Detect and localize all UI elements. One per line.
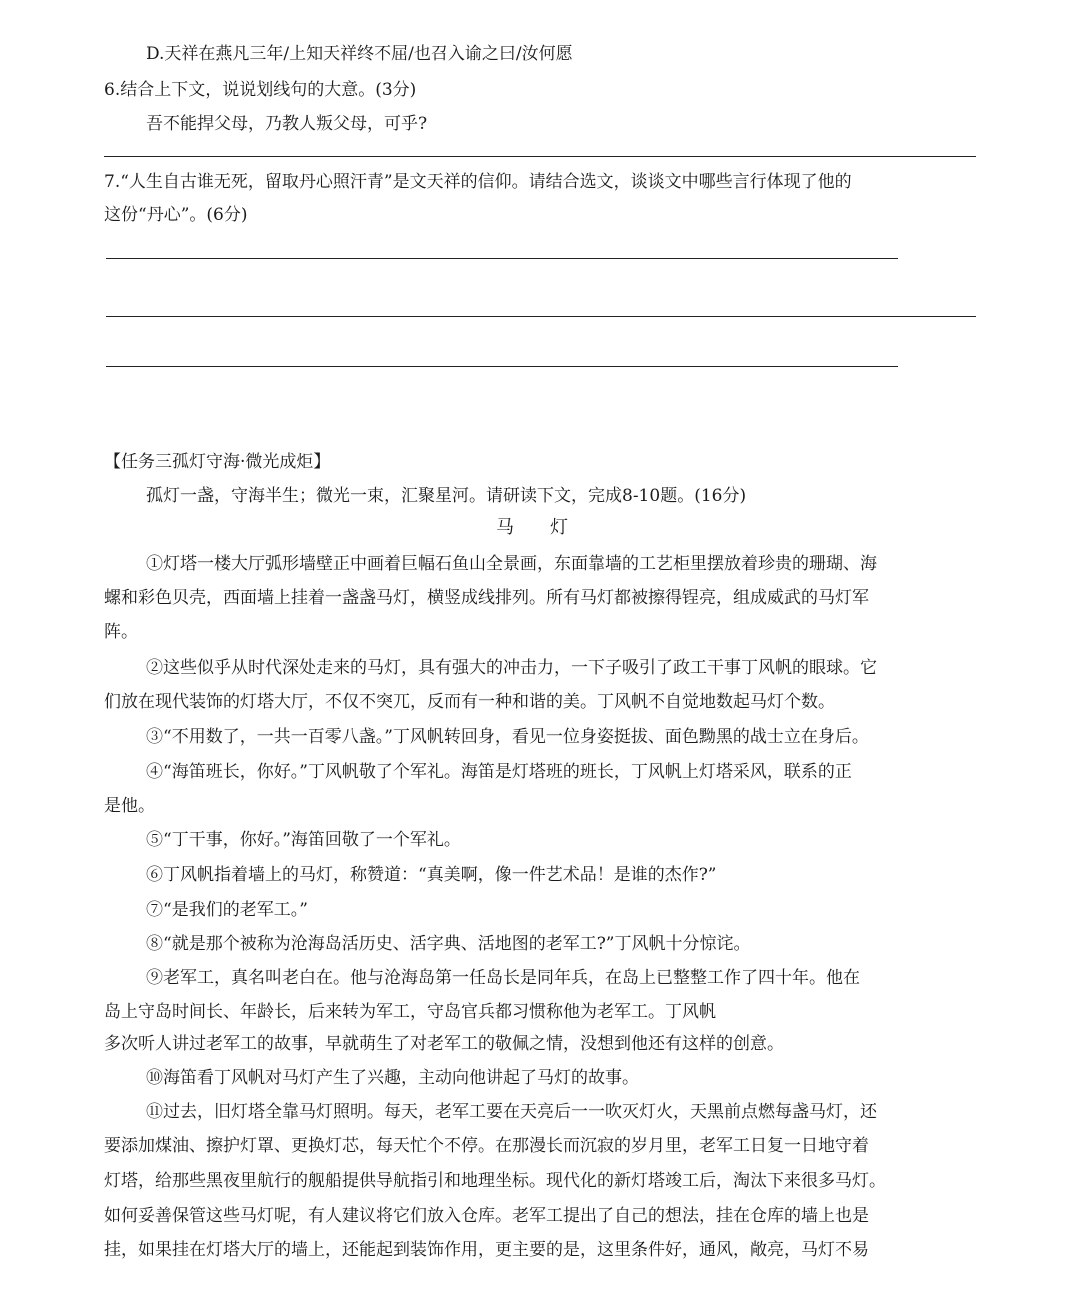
passage-line: ⑦“是我们的老军工。” [146,900,308,920]
passage-line: 阵。 [104,622,138,642]
passage-line: 挂，如果挂在灯塔大厅的墙上，还能起到装饰作用，更主要的是，这里条件好，通风，敞亮，马灯不易 [104,1240,869,1260]
passage-line: ⑩海笛看丁风帆对马灯产生了兴趣，主动向他讲起了马灯的故事。 [146,1068,639,1088]
passage-line: 们放在现代装饰的灯塔大厅，不仅不突兀，反而有一种和谐的美。丁风帆不自觉地数起马灯个数。 [104,692,835,712]
passage-line: ③“不用数了，一共一百零八盏。”丁风帆转回身，看见一位身姿挺拔、面色黝黑的战士立在身后。 [146,727,869,747]
question-6-prompt: 6.结合上下文，说说划线句的大意。(3分) [104,80,417,100]
passage-line: 灯塔，给那些黑夜里航行的舰船提供导航指引和地理坐标。现代化的新灯塔竣工后，淘汰下来很多马灯。 [104,1171,886,1191]
passage-line: ⑤“丁干事，你好。”海笛回敬了一个军礼。 [146,830,461,850]
task3-intro: 孤灯一盏，守海半生；微光一束，汇聚星河。请研读下文，完成8-10题。(16分) [146,486,747,506]
passage-line: 多次听人讲过老军工的故事，早就萌生了对老军工的敬佩之情，没想到他还有这样的创意。 [104,1034,784,1054]
passage-line: 是他。 [104,796,155,816]
passage-line: ⑪过去，旧灯塔全靠马灯照明。每天，老军工要在天亮后一一吹灭灯火，天黑前点燃每盏马灯，还 [146,1102,877,1122]
passage-line: ②这些似乎从时代深处走来的马灯，具有强大的冲击力，一下子吸引了政工干事丁风帆的眼球。它 [146,658,877,678]
task3-heading: 【任务三孤灯守海·微光成炬】 [104,452,331,472]
passage-line: ①灯塔一楼大厅弧形墙壁正中画着巨幅石鱼山全景画，东面靠墙的工艺柜里摆放着珍贵的珊瑚、海 [146,554,877,574]
question-7-line-1: 7.“人生自古谁无死，留取丹心照汗青”是文天祥的信仰。请结合选文，谈谈文中哪些言行体现了他的 [104,172,852,192]
question-6-quote: 吾不能捍父母，乃教人叛父母，可乎? [146,114,428,134]
passage-line: ⑨老军工，真名叫老白在。他与沧海岛第一任岛长是同年兵，在岛上已整整工作了四十年。他在 [146,968,860,988]
passage-title: 马 灯 [496,517,568,538]
passage-line: 要添加煤油、擦护灯罩、更换灯芯，每天忙个不停。在那漫长而沉寂的岁月里，老军工日复一日地守着 [104,1136,869,1156]
answer-line-q7-1 [106,258,898,259]
passage-line: 岛上守岛时间长、年龄长，后来转为军工，守岛官兵都习惯称他为老军工。丁风帆 [104,1002,716,1022]
passage-line: ⑧“就是那个被称为沧海岛活历史、活字典、活地图的老军工?”丁风帆十分惊诧。 [146,934,751,954]
passage-line: ⑥丁风帆指着墙上的马灯，称赞道：“真美啊，像一件艺术品！是谁的杰作?” [146,865,717,885]
passage-line: 如何妥善保管这些马灯呢，有人建议将它们放入仓库。老军工提出了自己的想法，挂在仓库的墙上也是 [104,1206,869,1226]
passage-line: 螺和彩色贝壳，西面墙上挂着一盏盏马灯，横竖成线排列。所有马灯都被擦得锃亮，组成威武的马灯军 [104,588,869,608]
answer-line-q7-3 [106,366,898,367]
question-7-line-2: 这份“丹心”。(6分) [104,205,248,225]
option-d-text: D.天祥在燕凡三年/上知天祥终不屈/也召入谕之曰/汝何愿 [146,44,573,64]
answer-line-q6 [104,156,976,157]
passage-line: ④“海笛班长，你好。”丁风帆敬了个军礼。海笛是灯塔班的班长，丁风帆上灯塔采风，联系的正 [146,762,852,782]
answer-line-q7-2 [106,316,976,317]
